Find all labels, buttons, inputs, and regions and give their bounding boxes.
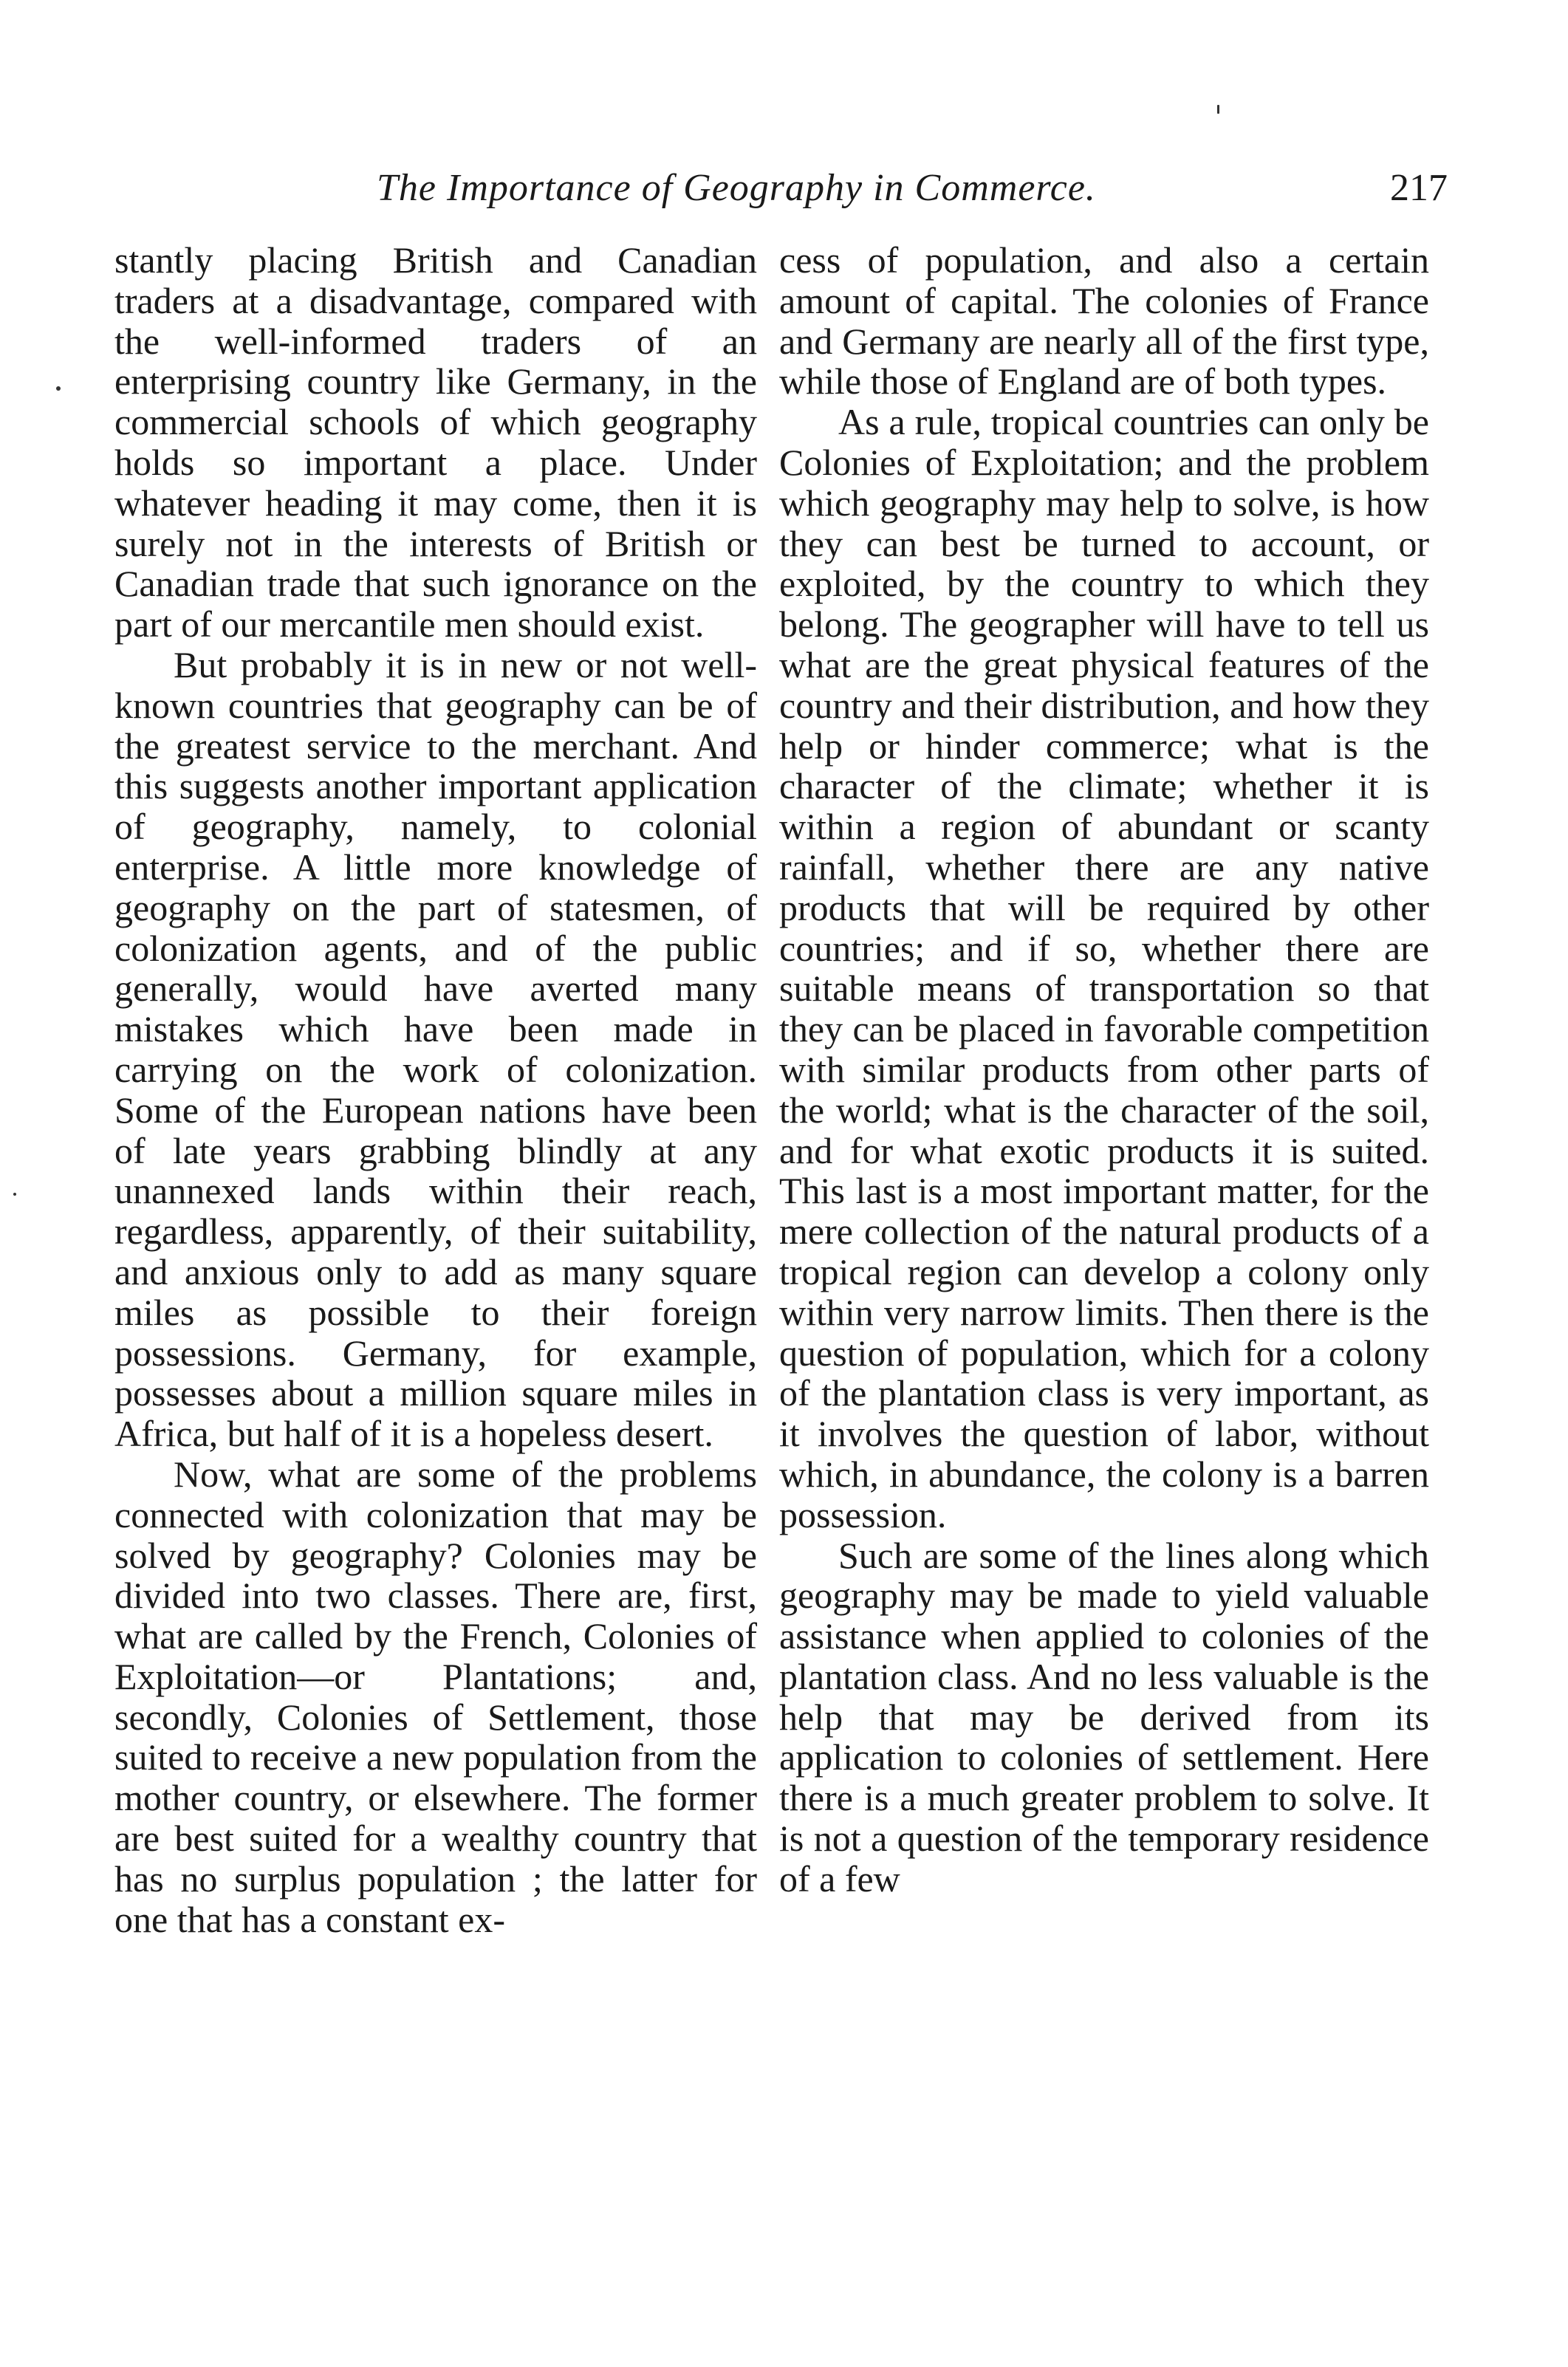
page-header — [244, 166, 1448, 218]
paragraph: Such are some of the lines along which geography may be made to yield valuable assistance when applied to colonies of the plantation class. And no less valuable is the help that may be derived from its application to colonies of settlement. Here there is a much greater problem to solve. It is not a question of the temporary residence of a few — [779, 1534, 1429, 1900]
paragraph: Now, what are some of the problems connected with colonization that may be solved by geography? Colonies may be divided into two classes. There are, first, what are called by the French, Colonies of Exploitation—or Plantations; and, secondly, Colonies of Settlement, those suited to receive a new population from the mother country, or elsewhere. The former are best suited for a wealthy country that has no surplus population ; the latter for one that has a constant ex- — [114, 1453, 757, 1940]
paragraph: cess of population, and also a certain amount of capital. The colonies of France and Germany are nearly all of the first type, while those of England are of both types. — [779, 239, 1429, 403]
paragraph: stantly placing British and Canadian traders at a disadvantage, compared with the well-informed traders of an enterprising country like Germany, in the commercial schools of which geography holds so important a place. Under whatever heading it may come, then it is surely not in the interests of British or Canadian trade that such ignorance on the part of our mercantile men should exist. — [114, 239, 757, 645]
paragraph: As a rule, tropical countries can only be Colonies of Exploitation; and the problem which geography may help to solve, is how they can best be turned to account, or exploited, by the country to which they belong. The geographer will have to tell us what are the great physical features of the country and their distribution, and how they help or hinder commerce; what is the character of the climate; whether it is within a region of abundant or scanty rainfall, whether there are any native products that will be required by other countries; and if so, whether there are suitable means of transportation so that they can be placed in favorable competition with similar products from other parts of the world; what is the character of the soil, and for what exotic products it is suited. This last is a most important matter, for the mere collection of the natural products of a tropical region can develop a colony only within very narrow limits. Then there is the question of population, which for a colony of the plantation class is very important, as it involves the question of labor, without which, in abundance, the colony is a barren possession. — [779, 401, 1429, 1535]
print-speck — [56, 386, 61, 391]
page-number: 217 — [1390, 167, 1448, 209]
left-column — [114, 240, 757, 1939]
running-title: The Importance of Geography in Commerce. — [377, 167, 1096, 209]
print-speck — [1217, 105, 1219, 114]
print-speck — [13, 1193, 16, 1196]
right-column — [779, 240, 1429, 1900]
paragraph: But probably it is in new or not well-known countries that geography can be of the greatest service to the merchant. And this suggests another important application of geography, namely, to colonial enterprise. A little more knowledge of geography on the part of statesmen, of colonization agents, and of the public generally, would have averted many mistakes which have been made in carrying on the work of colonization. Some of the European nations have been of late years grabbing blindly at any unannexed lands within their reach, regardless, apparently, of their suitability, and anxious only to add as many square miles as possible to their foreign possessions. Germany, for example, possesses about a million square miles in Africa, but half of it is a hopeless desert. — [114, 643, 757, 1455]
